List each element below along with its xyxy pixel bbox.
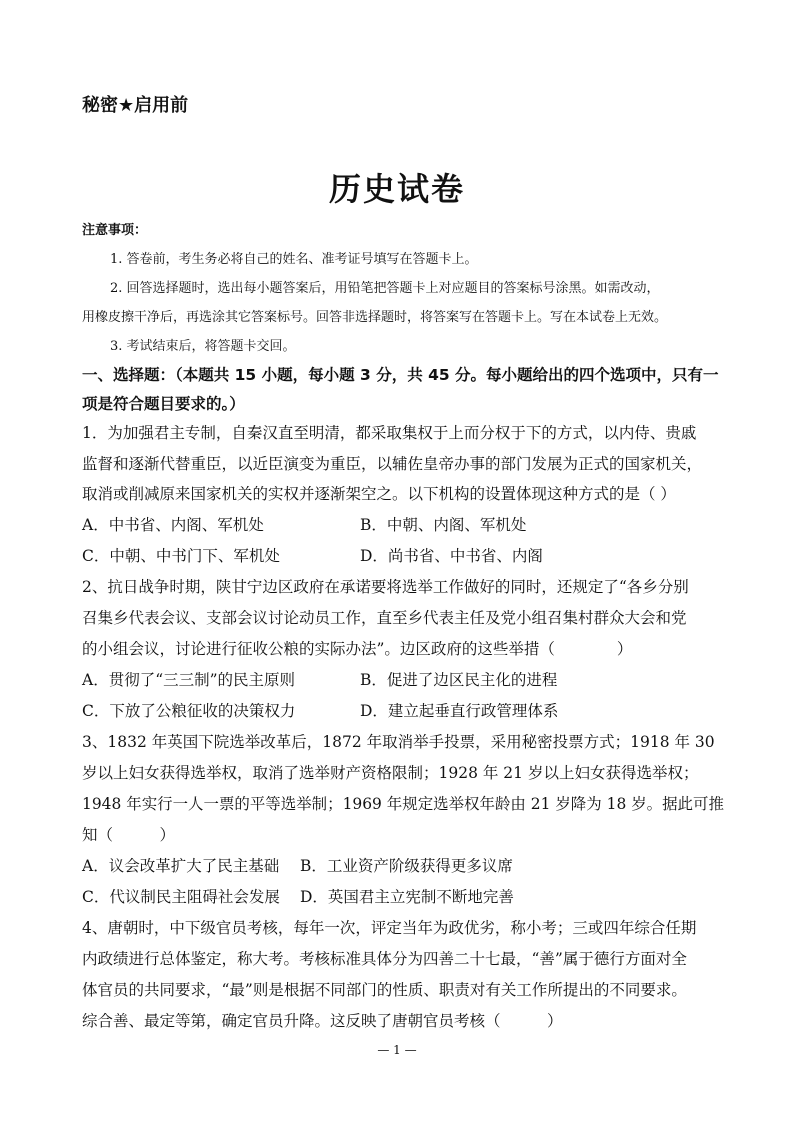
question-2-option-b: B．促进了边区民主化的进程 [360, 671, 558, 689]
question-2-line-1: 2、抗日战争时期，陕甘宁边区政府在承诺要将选举工作做好的同时，还规定了“各乡分别 [82, 578, 689, 596]
question-2-option-d: D．建立起垂直行政管理体系 [360, 702, 559, 720]
question-3-line-4: 知（ ） [82, 826, 176, 844]
question-2-option-a: A．贯彻了“三三制”的民主原则 [82, 671, 296, 689]
note-item-1: 1. 答卷前，考生务必将自己的姓名、准考证号填写在答题卡上。 [110, 252, 478, 267]
note-item-2-line-2: 用橡皮擦干净后，再选涂其它答案标号。回答非选择题时，将答案写在答题卡上。写在本试卷上无效。 [82, 310, 668, 325]
note-item-3: 3. 考试结束后，将答题卡交回。 [110, 339, 296, 354]
section-heading-line-2: 项是符合题目要求的。） [82, 395, 245, 413]
question-1-option-a: A．中书省、内阁、军机处 [82, 516, 264, 534]
question-4-line-2: 内政绩进行总体鉴定，称大考。考核标准具体分为四善二十七最，“善”属于德行方面对全 [82, 950, 687, 968]
confidential-label: 秘密★启用前 [82, 95, 189, 116]
question-4-line-4: 综合善、最定等第，确定官员升降。这反映了唐朝官员考核（ ） [82, 1012, 563, 1030]
question-4-line-1: 4、唐朝时，中下级官员考核，每年一次，评定当年为政优劣，称小考；三或四年综合任期 [82, 919, 697, 937]
question-3-option-c: C．代议制民主阻碍社会发展 [82, 888, 280, 906]
question-1-option-d: D．尚书省、中书省、内阁 [360, 547, 543, 565]
question-1-option-c: C．中朝、中书门下、军机处 [82, 547, 280, 565]
question-2-line-2: 召集乡代表会议、支部会议讨论动员工作，直至乡代表主任及党小组召集村群众大会和党 [82, 609, 687, 627]
page-number: — 1 — [377, 1043, 417, 1057]
section-heading-line-1: 一、选择题：（本题共 15 小题，每小题 3 分，共 45 分。每小题给出的四个选项中，只有一 [82, 366, 719, 384]
question-1-line-1: 1．为加强君主专制，自秦汉直至明清，都采取集权于上而分权于下的方式，以内侍、贵戚 [82, 424, 697, 442]
question-1-line-3: 取消或削减原来国家机关的实权并逐渐架空之。以下机构的设置体现这种方式的是（ ） [82, 485, 676, 503]
question-3-option-a: A．议会改革扩大了民主基础 [82, 857, 280, 875]
question-3-line-2: 岁以上妇女获得选举权，取消了选举财产资格限制；1928 年 21 岁以上妇女获得选举权； [82, 764, 699, 782]
question-4-line-3: 体官员的共同要求，“最”则是根据不同部门的性质、职责对有关工作所提出的不同要求。 [82, 981, 687, 999]
question-1-line-2: 监督和逐渐代替重臣，以近臣演变为重臣，以辅佐皇帝办事的部门发展为正式的国家机关， [82, 455, 703, 473]
question-2-line-3: 的小组会议，讨论进行征收公粮的实际办法”。边区政府的这些举措（ ） [82, 640, 633, 658]
question-2-option-c: C．下放了公粮征收的决策权力 [82, 702, 296, 720]
page-title: 历史试卷 [328, 170, 465, 208]
question-3-line-3: 1948 年实行一人一票的平等选举制；1969 年规定选举权年龄由 21 岁降为 18 岁。据此可推 [82, 795, 724, 813]
question-3-option-b: B．工业资产阶级获得更多议席 [300, 857, 513, 875]
notes-heading: 注意事项： [82, 223, 148, 238]
question-3-option-d: D．英国君主立宪制不断地完善 [300, 888, 514, 906]
question-1-option-b: B．中朝、内阁、军机处 [360, 516, 527, 534]
note-item-2-line-1: 2. 回答选择题时，选出每小题答案后，用铅笔把答题卡上对应题目的答案标号涂黑。如需改动， [110, 281, 660, 296]
question-3-line-1: 3、1832 年英国下院选举改革后，1872 年取消举手投票，采用秘密投票方式；1918 年 30 [82, 733, 715, 751]
